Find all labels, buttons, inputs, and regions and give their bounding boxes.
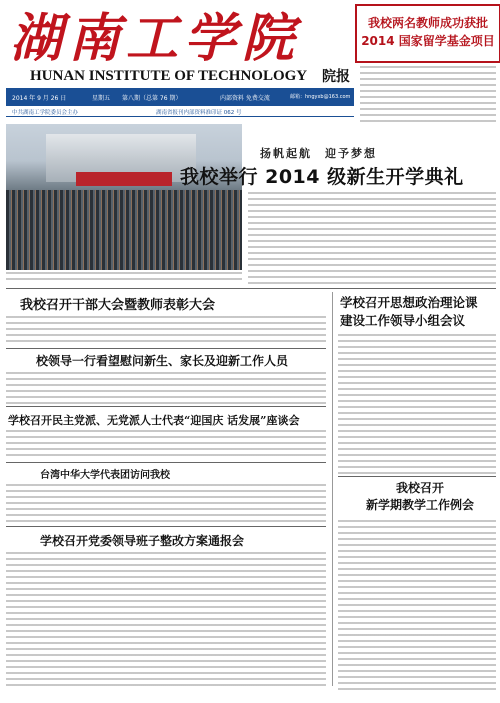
divider [6, 462, 326, 463]
article-title-2: 学校召开思想政治理论课 建设工作领导小组会议 [340, 295, 478, 328]
divider [6, 406, 326, 407]
photo-crowd [6, 190, 242, 270]
column-divider [332, 292, 333, 686]
feature-line2: 2014 国家留学基金项目 [361, 34, 495, 48]
article-body-7 [6, 552, 326, 688]
feature-text [360, 66, 496, 126]
article-body-6 [6, 484, 326, 524]
issue-email: 邮箱：hngyxb@163.com [290, 94, 351, 100]
divider [6, 526, 326, 527]
feature-line1: 我校两名教师成功获批 [367, 16, 488, 30]
issue-subbar [6, 106, 354, 117]
divider [6, 288, 496, 289]
article-title-6: 台湾中华大学代表团访问我校 [40, 470, 170, 481]
lead-headline: 我校举行 2014 级新生开学典礼 [180, 166, 464, 188]
lead-body [248, 192, 496, 284]
divider [6, 348, 326, 349]
divider [338, 476, 496, 477]
article-body-2 [338, 334, 496, 474]
article-title-5: 我校召开 新学期教学工作例会 [365, 481, 474, 512]
issue-date: 2014 年 9 月 26 日 [12, 95, 67, 102]
article-title-7: 学校召开党委领导班子整改方案通报会 [40, 534, 245, 548]
photo-stage [76, 172, 172, 186]
article-title-3: 校领导一行看望慰问新生、家长及迎新工作人员 [36, 354, 289, 368]
issue-publisher: 中共湖南工学院委员会主办 [12, 110, 79, 116]
article-body-1 [6, 316, 326, 346]
article-body-3 [6, 372, 326, 404]
feature-box [355, 4, 500, 63]
lead-photo [6, 124, 242, 270]
article-body-4 [6, 430, 326, 460]
lead-kicker: 扬帆起航 迎予梦想 [260, 147, 377, 160]
issue-bar [6, 88, 354, 106]
masthead-logo [10, 8, 340, 70]
photo-caption [6, 272, 242, 284]
masthead-title-cn: 湖南工学院 [10, 8, 301, 69]
masthead-suffix: 院报 [322, 69, 350, 85]
masthead-title-en: HUNAN INSTITUTE OF TECHNOLOGY [30, 68, 308, 84]
article-title-1: 我校召开干部大会暨教师表彰大会 [20, 298, 216, 313]
issue-internal: 内部资料 免费交流 [220, 95, 270, 102]
article-body-5 [338, 520, 496, 690]
issue-number: 第八期（总第 76 期） [122, 95, 182, 102]
issue-weekday: 星期五 [92, 95, 111, 102]
issue-cn-number: 湖南省报刊内部资料准印证 062 号 [156, 110, 242, 116]
article-title-4: 学校召开民主党派、无党派人士代表“迎国庆 话发展”座谈会 [8, 414, 300, 427]
